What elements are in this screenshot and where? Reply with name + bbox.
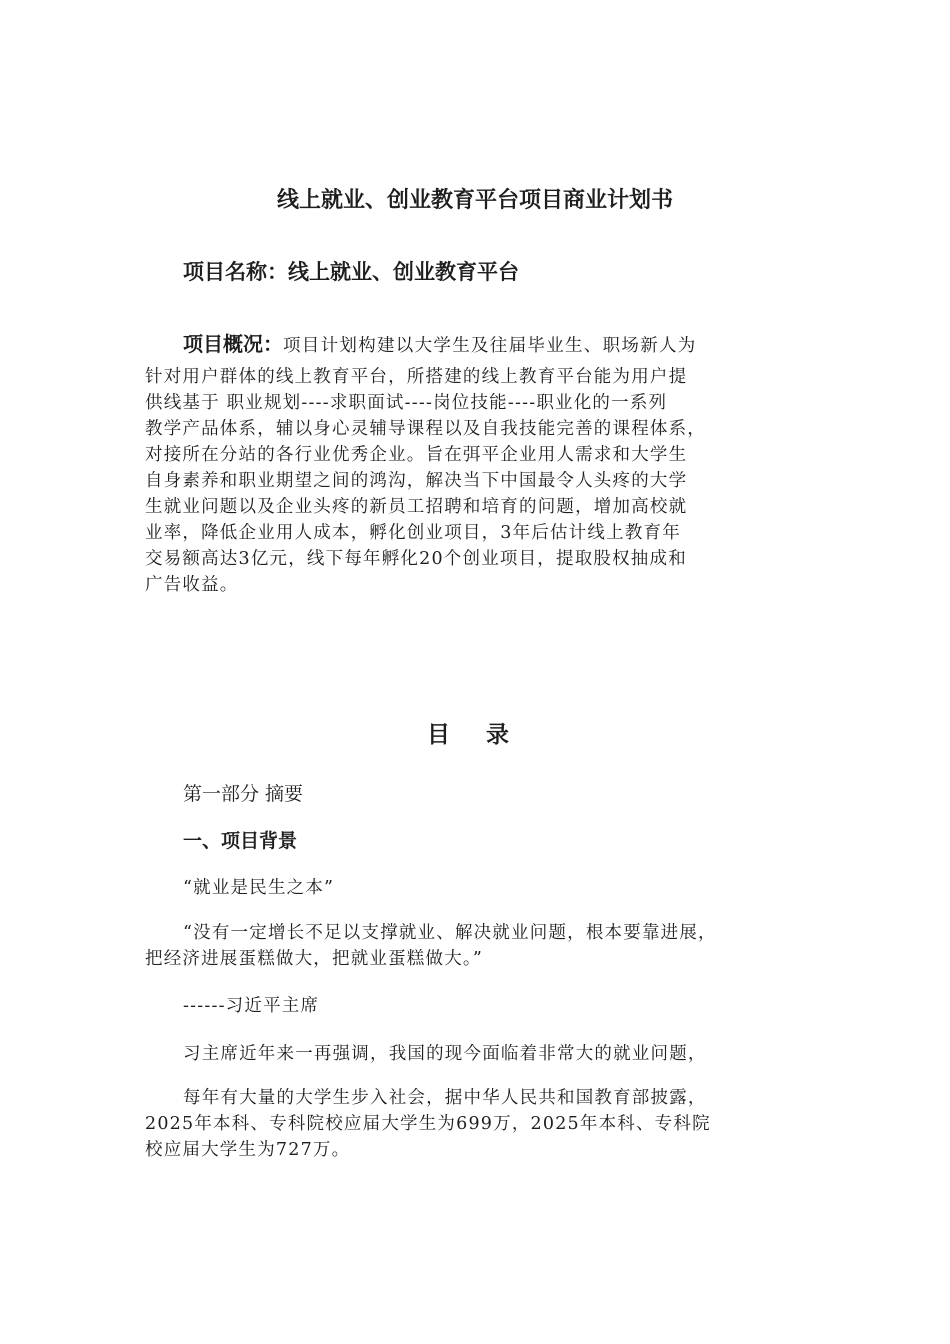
overview-line: 交易额高达3亿元，线下每年孵化20个创业项目，提取股权抽成和: [145, 549, 687, 569]
overview-text-first: 项目计划构建以大学生及往届毕业生、职场新人为: [283, 336, 697, 356]
quote-two-line: “没有一定增长不足以支撑就业、解决就业问题，根本要靠进展，: [183, 923, 717, 943]
toc-title: 目 录: [426, 722, 523, 748]
overview-line: 业率，降低企业用人成本，孵化创业项目，3年后估计线上教育年: [145, 523, 681, 543]
overview-line: 自身素养和职业期望之间的鸿沟，解决当下中国最令人头疼的大学: [145, 471, 688, 491]
paragraph-two-line: 2025年本科、专科院校应届大学生为699万，2025年本科、专科院: [145, 1114, 711, 1134]
project-name-heading: 项目名称：线上就业、创业教育平台: [183, 260, 519, 284]
overview-line: 对接所在分站的各行业优秀企业。旨在弭平企业用人需求和大学生: [145, 445, 688, 465]
overview-first-line: [183, 328, 697, 357]
paragraph-two-line: 每年有大量的大学生步入社会，据中华人民共和国教育部披露，: [183, 1088, 707, 1108]
part-one-heading: 第一部分 摘要: [183, 783, 304, 805]
quote-two: [145, 920, 810, 972]
paragraph-two-line: 校应届大学生为727万。: [145, 1140, 351, 1160]
overview-line: 教学产品体系，辅以身心灵辅导课程以及自我技能完善的课程体系，: [145, 419, 706, 439]
paragraph-two: [145, 1085, 810, 1163]
overview-label: 项目概况：: [183, 332, 283, 356]
section-one-heading: 一、项目背景: [183, 830, 298, 852]
overview-line: 生就业问题以及企业头疼的新员工招聘和培育的问题，增加高校就: [145, 497, 688, 517]
attribution: ------习近平主席: [183, 996, 320, 1016]
overview-line: 广告收益。: [145, 575, 239, 595]
quote-one: “就业是民生之本”: [183, 878, 335, 898]
paragraph-one: 习主席近年来一再强调，我国的现今面临着非常大的就业问题，: [183, 1044, 707, 1064]
quote-two-line: 把经济进展蛋糕做大，把就业蛋糕做大。”: [145, 949, 483, 969]
overview-paragraph: [145, 364, 810, 598]
overview-line: 供线基于 职业规划----求职面试----岗位技能----职业化的一系列: [145, 393, 668, 413]
document-title: 线上就业、创业教育平台项目商业计划书: [276, 188, 673, 213]
overview-line: 针对用户群体的线上教育平台，所搭建的线上教育平台能为用户提: [145, 367, 688, 387]
